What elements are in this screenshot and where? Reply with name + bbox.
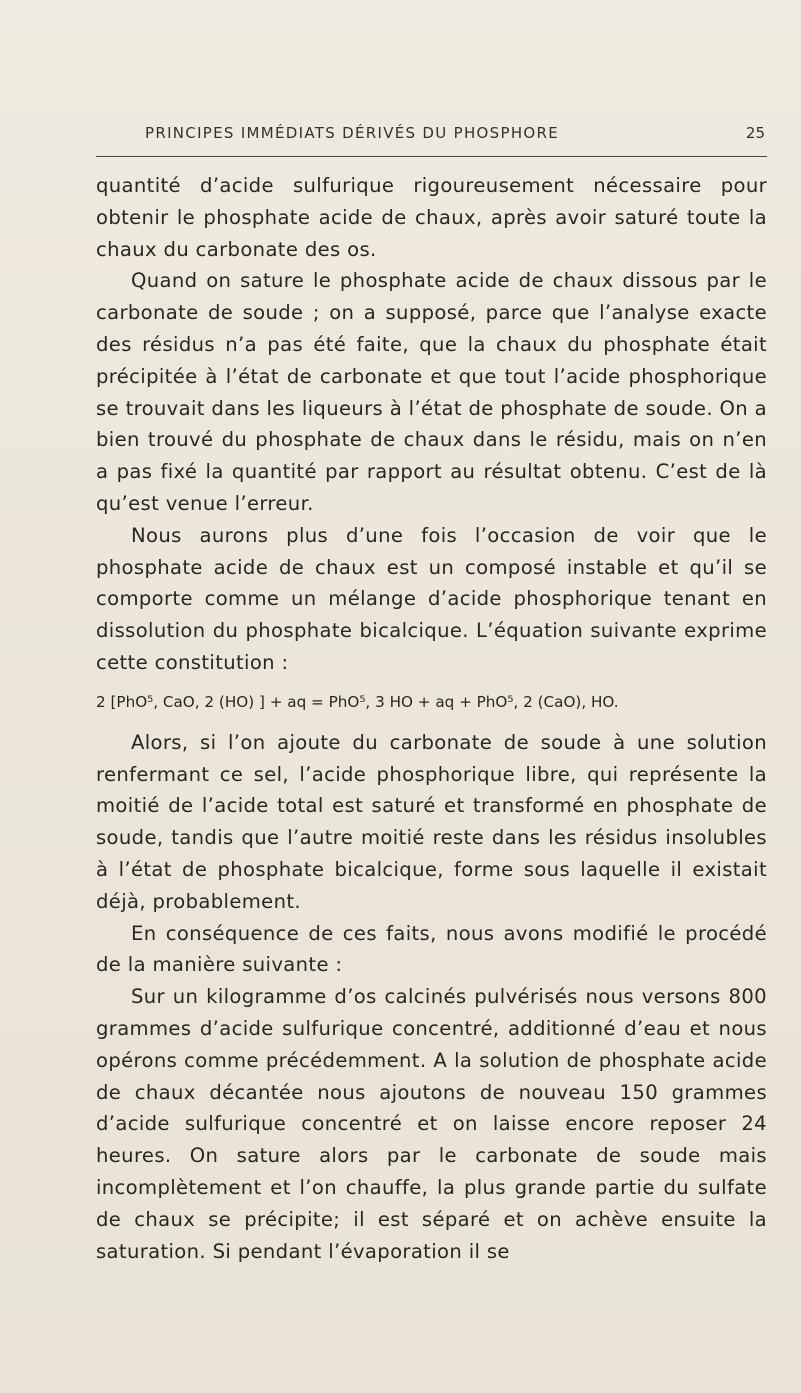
paragraph: Alors, si l’on ajoute du carbonate de soude à une solution renfermant ce sel, l’acide phosphorique libre, qui représente la moitié de l’acide total est saturé et transformé en phosphate de soude, tandis que l’autre moitié reste dans les résidus insolubles à l’état de phosphate bicalcique, forme sous laquelle il existait déjà, probablement. (96, 730, 767, 913)
paragraph: Sur un kilogramme d’os calcinés pulvérisés nous versons 800 grammes d’acide sulfurique concentré, additionné d’eau et nous opérons comme précédemment. A la solution de phosphate acide de chaux décantée nous ajoutons de nouveau 150 grammes d’acide sulfurique concentré et on laisse encore reposer 24 heures. On sature alors par le carbonate de soude mais incomplètement et l’on chauffe, la plus grande partie du sulfate de chaux se précipite; il est séparé et on achève ensuite la saturation. Si pendant l’évaporation il se (96, 985, 767, 1263)
paragraph-continuation: quantité d’acide sulfurique rigoureusement nécessaire pour obtenir le phosphate acide de chaux, après avoir saturé toute la chaux du carbonate des os. (96, 174, 767, 261)
page-number: 25 (745, 124, 765, 142)
header-rule (96, 156, 767, 157)
paragraph: En conséquence de ces faits, nous avons modifié le procédé de la manière suivante : (96, 921, 767, 977)
body-text (96, 170, 767, 1267)
paragraph: Nous aurons plus d’une fois l’occasion de voir que le phosphate acide de chaux est un composé instable et qu’il se comporte comme un mélange d’acide phosphorique tenant en dissolution du phosphate bicalcique. L’équation suivante exprime cette constitution : (96, 523, 767, 674)
paragraph: Quand on sature le phosphate acide de chaux dissous par le carbonate de soude ; on a supposé, parce que l’analyse exacte des résidus n’a pas été faite, que la chaux du phosphate était précipitée à l’état de carbonate et que tout l’acide phosphorique se trouvait dans les liqueurs à l’état de phosphate de soude. On a bien trouvé du phosphate de chaux dans le résidu, mais on n’en a pas fixé la quantité par rapport au résultat obtenu. C’est de là qu’est venue l’erreur. (96, 269, 767, 515)
chemical-equation: 2 [PhO⁵, CaO, 2 (HO) ] + aq = PhO⁵, 3 HO + aq + PhO⁵, 2 (CaO), HO. (96, 692, 619, 711)
running-head-title: PRINCIPES IMMÉDIATS DÉRIVÉS DU PHOSPHORE (145, 124, 560, 142)
